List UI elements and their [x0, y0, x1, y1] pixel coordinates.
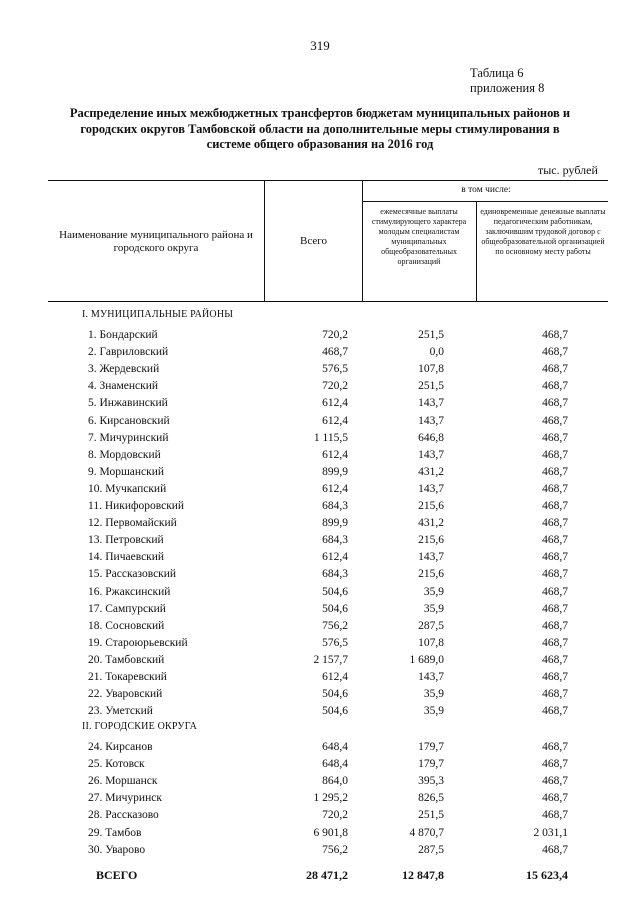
header-monthly-payments-column: ежемесячные выплаты стимулирующего характера молодым специалистам муниципальных общеобразовательных организаций	[371, 207, 467, 266]
row-monthly: 826,5	[418, 792, 444, 805]
row-lump-sum: 468,7	[542, 568, 568, 581]
row-monthly: 35,9	[423, 705, 444, 718]
section-title: I. МУНИЦИПАЛЬНЫЕ РАЙОНЫ	[82, 309, 234, 320]
row-name: 13. Петровский	[88, 534, 164, 547]
row-total: 720,2	[322, 329, 348, 341]
row-name: 8. Мордовский	[88, 448, 161, 461]
row-name: 2. Гавриловский	[88, 346, 169, 359]
row-monthly: 179,7	[418, 758, 444, 771]
row-lump-sum: 468,7	[542, 792, 568, 805]
row-monthly: 646,8	[418, 431, 444, 444]
row-monthly: 287,5	[418, 843, 444, 856]
row-total: 899,9	[322, 517, 348, 530]
row-name: 27. Мичуринск	[88, 792, 162, 805]
row-monthly: 35,9	[423, 585, 444, 598]
row-monthly: 431,2	[418, 465, 444, 478]
row-lump-sum: 468,7	[542, 636, 568, 649]
row-total: 6 901,8	[313, 826, 348, 839]
row-monthly: 4 870,7	[409, 826, 444, 839]
row-total: 612,4	[322, 397, 348, 410]
row-name: 9. Моршанский	[88, 465, 165, 478]
row-monthly: 251,5	[418, 809, 444, 822]
grand-total-row	[0, 868, 640, 886]
row-lump-sum: 468,7	[542, 448, 568, 461]
table-row	[0, 792, 640, 809]
row-name: 11. Никифоровский	[88, 500, 185, 512]
row-lump-sum: 468,7	[542, 465, 568, 478]
header-lump-sum-payments-column: единовременные денежные выплаты педагогическим работникам, заключившим трудовой договор с общеобразовательной организацией по основному месту работы	[480, 207, 606, 256]
table-row	[0, 534, 640, 551]
row-total: 899,9	[322, 465, 348, 478]
table-row	[0, 415, 640, 432]
header-divider	[476, 202, 477, 301]
row-monthly: 35,9	[423, 688, 444, 701]
row-lump-sum: 468,7	[542, 380, 568, 393]
row-total: 576,5	[322, 363, 348, 376]
table-row	[0, 775, 640, 792]
row-monthly: 143,7	[418, 671, 444, 683]
table-row	[0, 329, 640, 346]
table-row	[0, 517, 640, 534]
row-name: 12. Первомайский	[88, 517, 177, 530]
table-row	[0, 637, 640, 654]
row-lump-sum: 468,7	[542, 517, 568, 530]
row-monthly: 431,2	[418, 517, 444, 530]
header-divider	[362, 201, 608, 202]
appendix-number: приложения 8	[470, 81, 545, 95]
table-row	[0, 346, 640, 363]
row-name: 22. Уваровский	[88, 688, 163, 701]
row-monthly: 215,6	[418, 534, 444, 547]
row-total: 612,4	[322, 551, 348, 564]
table-row	[0, 844, 640, 861]
row-total: 576,5	[322, 636, 348, 649]
row-lump-sum: 468,7	[542, 431, 568, 444]
row-name: 5. Инжавинский	[88, 397, 168, 410]
row-lump-sum: 468,7	[542, 809, 568, 822]
row-name: 1. Бондарский	[88, 329, 158, 341]
row-lump-sum: 468,7	[542, 329, 568, 341]
row-name: 10. Мучкапский	[88, 482, 167, 495]
row-lump-sum: 468,7	[542, 551, 568, 564]
table-row	[0, 483, 640, 500]
row-monthly: 107,8	[418, 363, 444, 376]
table-row	[0, 432, 640, 449]
table-row	[0, 363, 640, 380]
row-total: 684,3	[322, 534, 348, 547]
row-lump-sum: 468,7	[542, 346, 568, 359]
row-lump-sum: 468,7	[542, 534, 568, 547]
table-row	[0, 827, 640, 844]
table-row	[0, 500, 640, 517]
row-name: 24. Кирсанов	[88, 741, 153, 753]
table-row	[0, 620, 640, 637]
row-monthly: 143,7	[418, 448, 444, 461]
table-row	[0, 671, 640, 688]
row-lump-sum: 468,7	[542, 688, 568, 701]
row-monthly: 179,7	[418, 741, 444, 753]
row-lump-sum: 468,7	[542, 500, 568, 512]
section-title: II. ГОРОДСКИЕ ОКРУГА	[82, 721, 198, 732]
row-total: 756,2	[322, 843, 348, 856]
row-total: 504,6	[322, 602, 348, 615]
row-total: 864,0	[322, 775, 348, 788]
row-monthly: 1 689,0	[409, 653, 444, 666]
row-total: 468,7	[322, 346, 348, 359]
row-name: 28. Рассказово	[88, 809, 159, 822]
header-name-column: Наименование муниципального района и городского округа	[59, 229, 253, 254]
row-lump-sum: 468,7	[542, 741, 568, 753]
row-name: 29. Тамбов	[88, 826, 142, 839]
table-row	[0, 466, 640, 483]
row-name: 3. Жердевский	[88, 363, 160, 376]
row-name: 25. Котовск	[88, 758, 145, 771]
row-name: 18. Сосновский	[88, 619, 165, 632]
row-monthly: 215,6	[418, 500, 444, 512]
table-row	[0, 568, 640, 585]
header-including: в том числе:	[461, 185, 511, 195]
row-total: 720,2	[322, 380, 348, 393]
table-row	[0, 741, 640, 758]
table-row	[0, 809, 640, 826]
table-number: Таблица 6	[470, 66, 524, 80]
row-name: 19. Староюрьевский	[88, 636, 188, 649]
row-name: 23. Уметский	[88, 705, 153, 718]
table-row	[0, 586, 640, 603]
unit-label: тыс. рублей	[538, 163, 598, 177]
grand-total-lump-sum: 15 623,4	[526, 868, 568, 882]
header-total-column: Всего	[300, 235, 327, 247]
row-total: 504,6	[322, 705, 348, 718]
row-lump-sum: 468,7	[542, 619, 568, 632]
row-monthly: 143,7	[418, 397, 444, 410]
row-total: 612,4	[322, 414, 348, 427]
row-lump-sum: 468,7	[542, 843, 568, 856]
row-name: 14. Пичаевский	[88, 551, 165, 564]
row-total: 1 295,2	[313, 792, 348, 805]
row-lump-sum: 468,7	[542, 775, 568, 788]
table-row	[0, 758, 640, 775]
document-title: Распределение иных межбюджетных трансфертов бюджетам муниципальных районов и городских округов Тамбовской области на дополнительные меры стимулирования в системе общего образования на 2016 год	[69, 106, 571, 151]
row-total: 2 157,7	[313, 653, 348, 666]
row-name: 15. Рассказовский	[88, 568, 177, 581]
table-row	[0, 397, 640, 414]
table-row	[0, 688, 640, 705]
row-name: 6. Кирсановский	[88, 414, 170, 427]
row-monthly: 287,5	[418, 619, 444, 632]
row-lump-sum: 2 031,1	[533, 826, 568, 839]
table-row	[0, 551, 640, 568]
row-monthly: 251,5	[418, 380, 444, 393]
table-row	[0, 449, 640, 466]
table-header	[48, 180, 608, 302]
row-name: 16. Ржаксинский	[88, 585, 171, 598]
row-lump-sum: 468,7	[542, 653, 568, 666]
row-total: 684,3	[322, 500, 348, 512]
row-monthly: 143,7	[418, 551, 444, 564]
row-name: 20. Тамбовский	[88, 653, 165, 666]
row-monthly: 143,7	[418, 414, 444, 427]
row-monthly: 35,9	[423, 602, 444, 615]
row-total: 504,6	[322, 585, 348, 598]
row-total: 612,4	[322, 482, 348, 495]
row-lump-sum: 468,7	[542, 602, 568, 615]
grand-total-monthly: 12 847,8	[402, 868, 444, 882]
row-total: 612,4	[322, 671, 348, 683]
row-total: 648,4	[322, 758, 348, 771]
row-total: 504,6	[322, 688, 348, 701]
row-total: 684,3	[322, 568, 348, 581]
row-lump-sum: 468,7	[542, 397, 568, 410]
table-row	[0, 380, 640, 397]
row-total: 1 115,5	[313, 431, 348, 444]
row-name: 21. Токаревский	[88, 671, 167, 683]
row-lump-sum: 468,7	[542, 758, 568, 771]
row-lump-sum: 468,7	[542, 482, 568, 495]
table-row	[0, 705, 640, 722]
row-lump-sum: 468,7	[542, 671, 568, 683]
row-name: 30. Уварово	[88, 843, 146, 856]
row-name: 17. Сампурский	[88, 602, 166, 615]
row-total: 648,4	[322, 741, 348, 753]
row-lump-sum: 468,7	[542, 585, 568, 598]
row-total: 756,2	[322, 619, 348, 632]
page-number: 319	[310, 38, 330, 53]
row-lump-sum: 468,7	[542, 705, 568, 718]
grand-total-label: ВСЕГО	[96, 868, 138, 882]
row-total: 720,2	[322, 809, 348, 822]
row-monthly: 215,6	[418, 568, 444, 581]
row-monthly: 0,0	[429, 346, 444, 359]
table-row	[0, 654, 640, 671]
grand-total-sum: 28 471,2	[306, 868, 348, 882]
row-total: 612,4	[322, 448, 348, 461]
row-name: 26. Моршанск	[88, 775, 158, 788]
row-monthly: 395,3	[418, 775, 444, 788]
row-name: 7. Мичуринский	[88, 431, 169, 444]
table-row	[0, 603, 640, 620]
row-monthly: 143,7	[418, 482, 444, 495]
row-lump-sum: 468,7	[542, 363, 568, 376]
table-label	[470, 66, 544, 96]
row-name: 4. Знаменский	[88, 380, 159, 393]
row-monthly: 107,8	[418, 636, 444, 649]
row-monthly: 251,5	[418, 329, 444, 341]
row-lump-sum: 468,7	[542, 414, 568, 427]
